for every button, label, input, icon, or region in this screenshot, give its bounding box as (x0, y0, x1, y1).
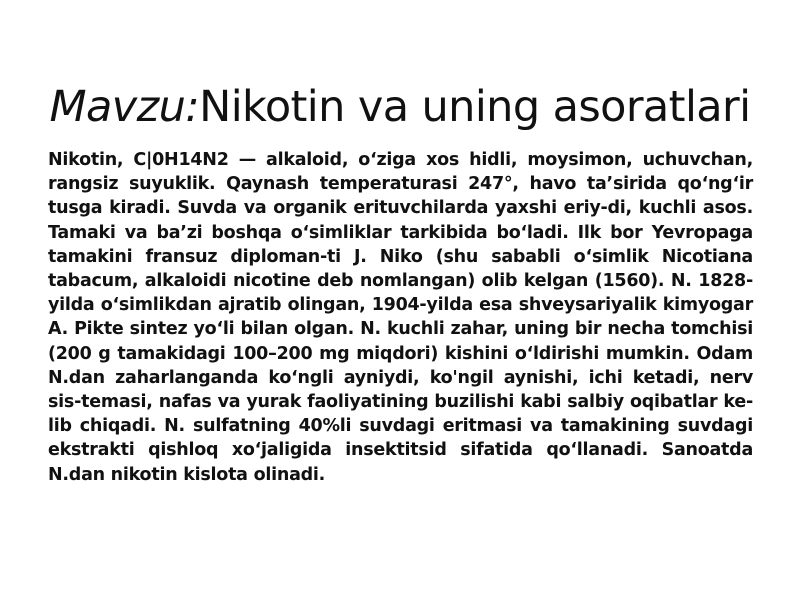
slide-title (0, 77, 800, 137)
title-text: Nikotin va uning asoratlari (199, 81, 751, 132)
title-prefix: Mavzu: (49, 81, 200, 132)
slide-body-text: Nikotin, C|0H14N2 — alkaloid, oʻziga xos hidli, moysimon, uchuvchan, rangsiz suyuklik. Qaynash temperaturasi 247°, havo taʼsirida qoʻngʻir tusga kiradi. Suvda va organik erituvchilarda yaxshi eriy-di, kuchli asos. Tamaki va baʼzi boshqa oʻsimliklar tarkibida boʻladi. Ilk bor Yevropaga tamakini fransuz diploman-ti J. Niko (shu sababli oʻsimlik Nicotiana tabacum, alkaloidi nicotine deb nomlangan) olib kelgan (1560). N. 1828-yilda oʻsimlikdan ajratib olingan, 1904-yilda esa shveysariyalik kimyogar A. Pikte sintez yoʻli bilan olgan. N. kuchli zahar, uning bir necha tomchisi (200 g tamakidagi 100–200 mg miqdori) kishini oʻldirishi mumkin. Odam N.dan zaharlanganda koʻngli ayniydi, ko'ngil aynishi, ichi ketadi, nerv sis-temasi, nafas va yurak faoliyatining buzilishi kabi salbiy oqibatlar ke-lib chiqadi. N. sulfatning 40%li suvdagi eritmasi va tamakining suvdagi ekstrakti qishloq xoʻjaligida insektitsid sifatida qoʻllanadi. Sanoatda N.dan nikotin kislota olinadi. (48, 150, 753, 485)
